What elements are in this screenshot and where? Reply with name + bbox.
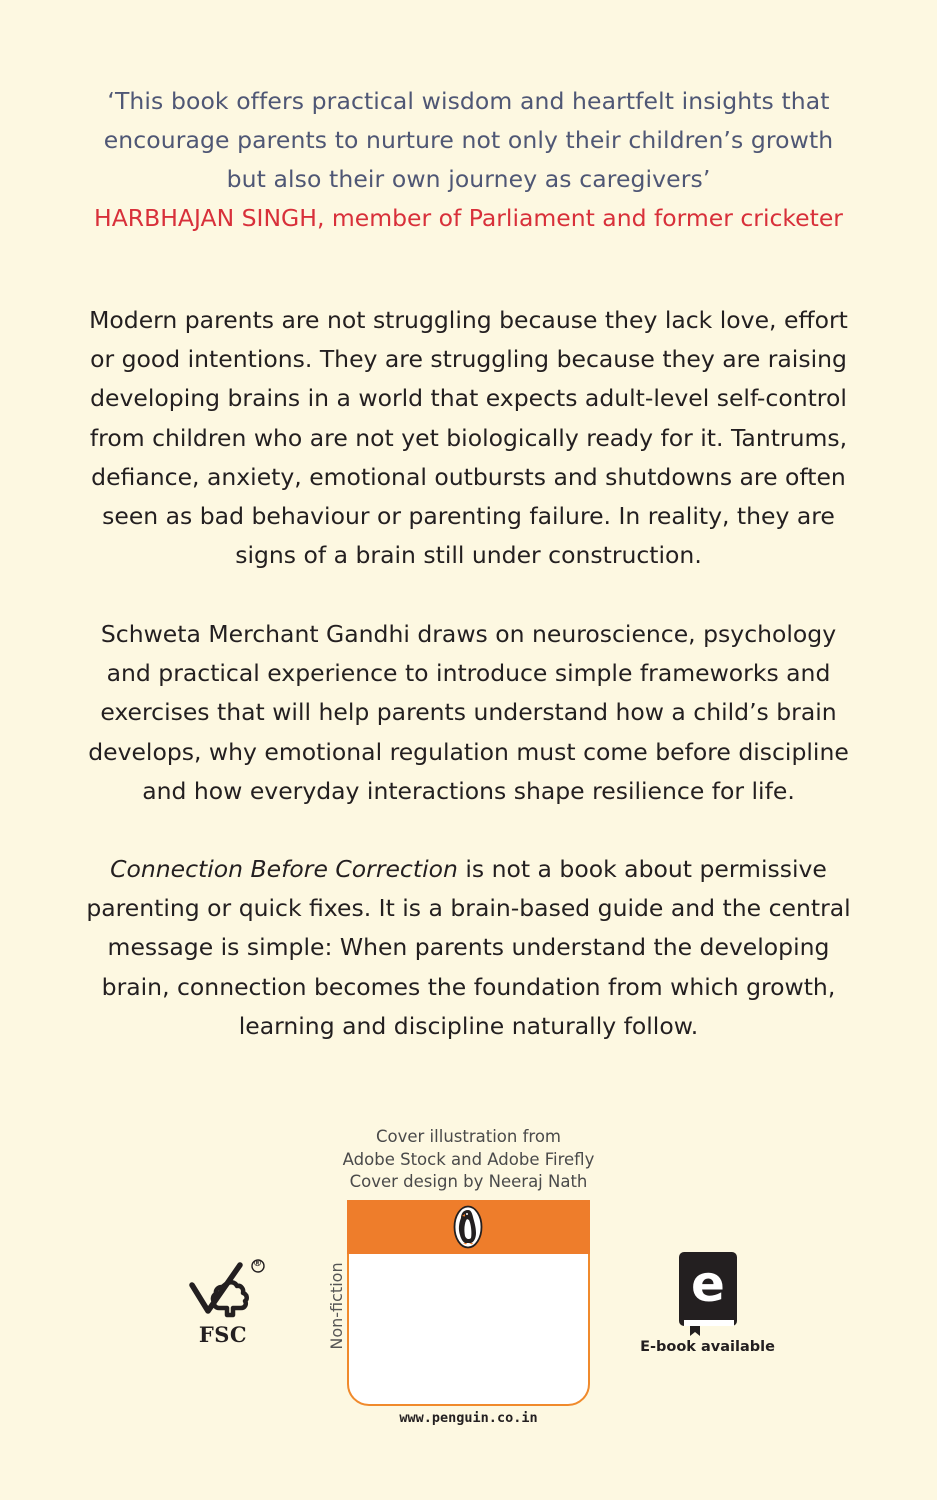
publisher-website: www.penguin.co.in	[399, 1410, 538, 1426]
paragraph-line	[40, 850, 897, 889]
paragraph-line: and how everyday interactions shape resilience for life.	[142, 776, 795, 805]
penguin-logo-icon	[453, 1205, 483, 1249]
blurb-paragraph-1	[40, 301, 897, 575]
quote-line: but also their own journey as caregivers’	[226, 165, 711, 193]
quote-line: encourage parents to nurture not only their children’s growth	[103, 126, 834, 154]
ebook-letter: e	[691, 1255, 725, 1313]
paragraph-line: developing brains in a world that expects adult-level self-control	[90, 384, 847, 413]
paragraph-line: Modern parents are not struggling because they lack love, effort	[89, 306, 848, 334]
quote-attribution	[40, 199, 897, 238]
credit-line: Cover design by Neeraj Nath	[349, 1172, 588, 1191]
paragraph-line: learning and discipline naturally follow.	[238, 1011, 699, 1040]
paragraph-line: or good intentions. They are struggling because they are raising	[90, 345, 847, 374]
endorsement-quote	[40, 82, 897, 199]
category-label: Non-fiction	[327, 1262, 346, 1350]
paragraph-line: develops, why emotional regulation must come before discipline	[88, 737, 849, 766]
paragraph-line: parenting or quick fixes. It is a brain-based guide and the central	[86, 894, 851, 923]
attribution-name: HARBHAJAN SINGH	[94, 204, 317, 232]
paragraph-line: signs of a brain still under construction.	[235, 541, 702, 570]
paragraph-line: Schweta Merchant Gandhi draws on neuroscience, psychology	[100, 620, 837, 648]
paragraph-line: and practical experience to introduce simple frameworks and	[106, 659, 831, 688]
quote-line: ‘This book offers practical wisdom and heartfelt insights that	[107, 87, 830, 115]
credit-line: Cover illustration from	[376, 1127, 561, 1146]
paragraph-line-rest: is not a book about permissive	[457, 855, 827, 883]
credit-line: Adobe Stock and Adobe Firefly	[342, 1149, 595, 1169]
registered-mark: ®	[253, 1259, 262, 1269]
cover-credits	[300, 1126, 637, 1194]
book-title: Connection Before Correction	[110, 855, 458, 883]
fsc-label: FSC	[198, 1322, 248, 1347]
ebook-label: E-book available	[640, 1339, 775, 1355]
paragraph-line: seen as bad behaviour or parenting failure. In reality, they are	[102, 502, 835, 531]
blurb-paragraph-3	[40, 850, 897, 1046]
paragraph-line: brain, connection becomes the foundation from which growth,	[101, 972, 836, 1001]
paragraph-line: from children who are not yet biologically ready for it. Tantrums,	[89, 423, 848, 452]
paragraph-line: defiance, anxiety, emotional outbursts and shutdowns are often	[91, 462, 846, 491]
blurb-paragraph-2	[40, 615, 897, 811]
paragraph-line: exercises that will help parents understand how a child’s brain	[100, 698, 837, 727]
paragraph-line: message is simple: When parents understand the developing	[107, 933, 830, 962]
attribution-description: , member of Parliament and former cricketer	[316, 204, 843, 232]
